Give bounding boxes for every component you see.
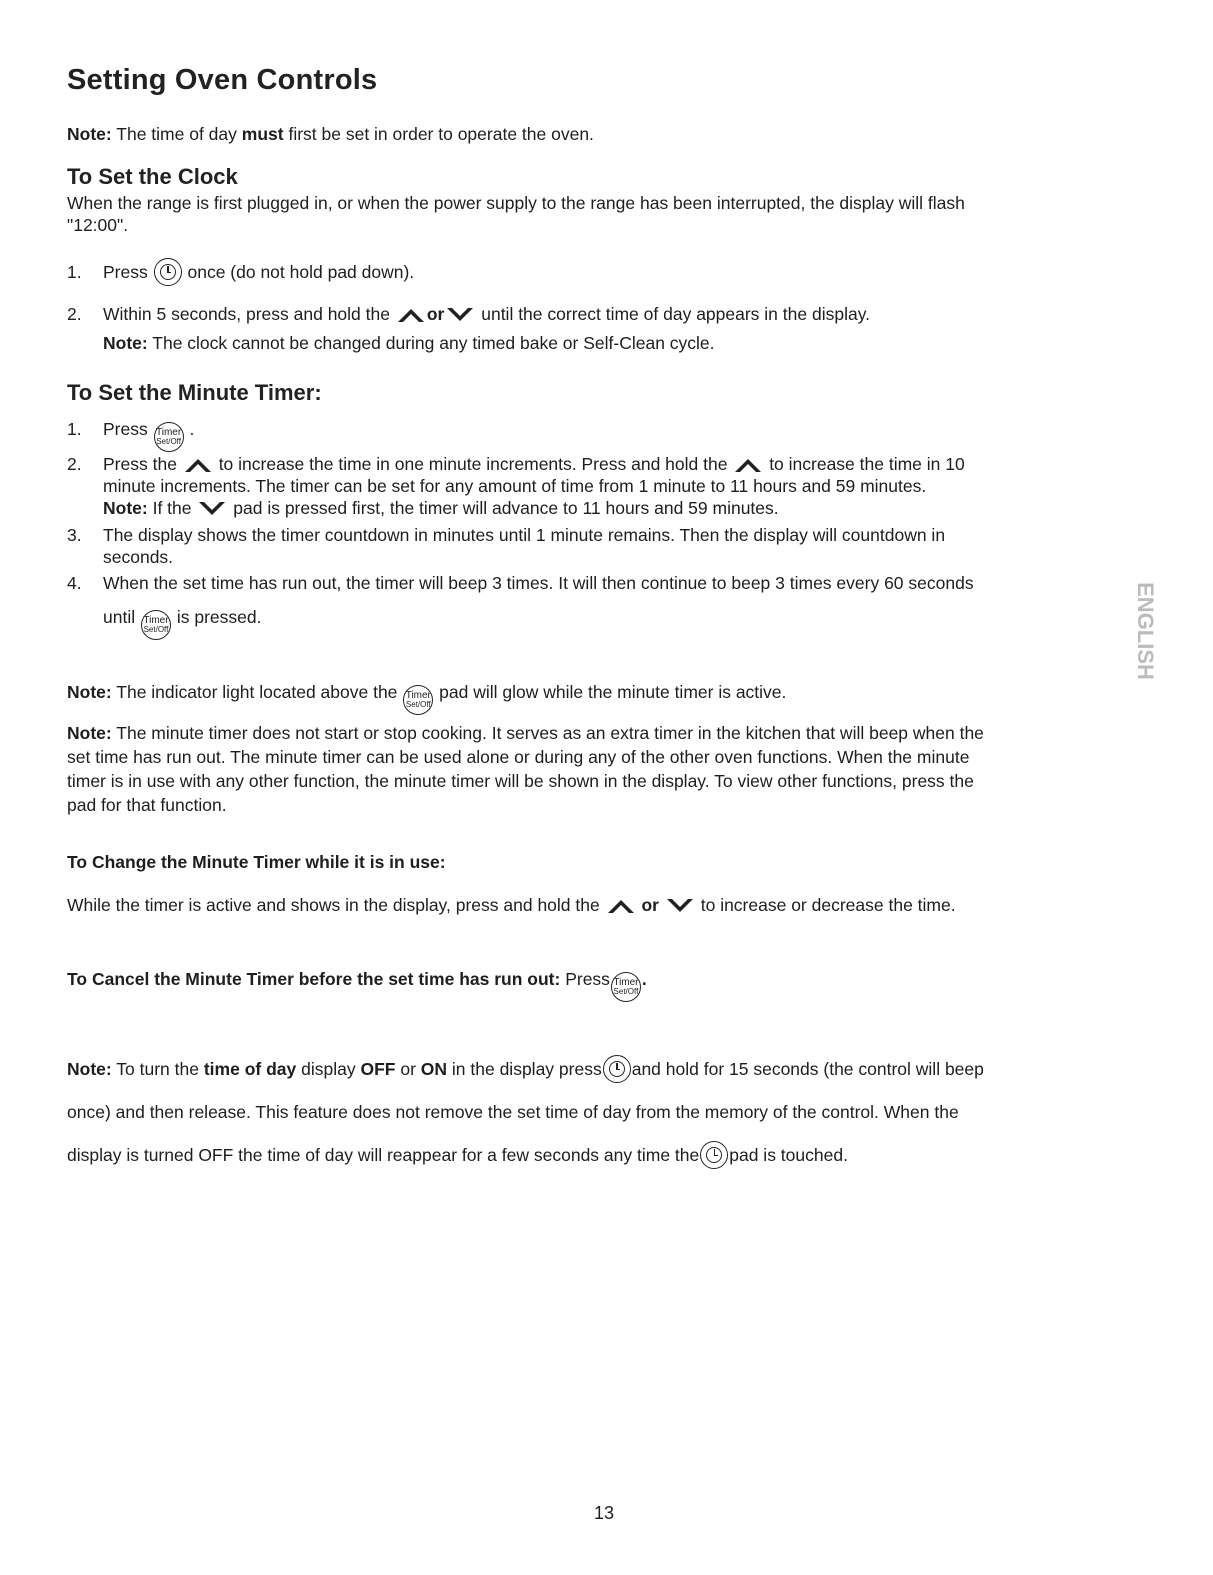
timer-step-2-note — [67, 497, 965, 519]
down-arrow-icon — [198, 501, 226, 517]
timer-pad-icon: Timer Set/Off — [141, 610, 171, 640]
step-text: once (do not hold pad down). — [187, 262, 415, 282]
body-text: to increase or decrease the time. — [700, 895, 956, 915]
timer-pad-icon: Timer Set/Off — [403, 685, 433, 715]
step-text: until the correct time of day appears in the display. — [481, 304, 871, 324]
cancel-timer-line — [67, 968, 647, 1002]
note-label: Note: — [67, 124, 112, 144]
note-text: or — [400, 1059, 416, 1079]
clock-note — [67, 332, 715, 354]
note-text: pad is touched. — [729, 1145, 848, 1165]
note-text: first be set in order to operate the oven. — [288, 124, 594, 144]
step-number: 1. — [67, 419, 82, 439]
timer-step-3 — [67, 524, 945, 568]
up-arrow-icon — [397, 307, 425, 323]
note-emphasis: time of day — [203, 1059, 297, 1079]
note-text: pad will glow while the minute timer is active. — [439, 682, 787, 702]
note-label: Note: — [67, 682, 112, 702]
clock-pad-icon — [700, 1141, 728, 1169]
note-time-of-day — [67, 123, 594, 145]
clock-step-2 — [67, 303, 870, 325]
body-text: While the timer is active and shows in the display, press and hold the — [67, 895, 600, 915]
step-number: 1. — [67, 262, 82, 282]
note-text: pad for that function. — [67, 795, 227, 815]
note-emphasis: OFF — [360, 1059, 396, 1079]
down-arrow-icon — [666, 898, 694, 914]
set-minute-timer-heading: To Set the Minute Timer: — [67, 380, 322, 405]
note-text: The minute timer does not start or stop cooking. It serves as an extra timer in the kitchen that will beep when the — [116, 723, 984, 743]
or-text: or — [426, 304, 445, 324]
step-number: 2. — [67, 304, 82, 324]
step-number: 4. — [67, 573, 82, 593]
step-text: is pressed. — [176, 607, 262, 627]
clock-pad-icon — [154, 258, 182, 286]
step-text: until — [103, 607, 136, 627]
page-title: Setting Oven Controls — [67, 64, 378, 96]
change-timer-heading: To Change the Minute Timer while it is in use: — [67, 852, 446, 872]
step-text: . — [189, 419, 195, 439]
note-label: Note: — [103, 498, 148, 518]
note-label: Note: — [103, 333, 148, 353]
clock-intro — [67, 192, 965, 236]
cancel-timer-heading: To Cancel the Minute Timer before the set time has run out: — [67, 969, 561, 989]
note-display-toggle — [67, 1048, 984, 1177]
step-text: The display shows the timer countdown in minutes until 1 minute remains. Then the display will countdown in — [103, 525, 946, 545]
note-text: pad is pressed first, the timer will advance to 11 hours and 59 minutes. — [233, 498, 779, 518]
timer-pad-icon: Timer Set/Off — [154, 422, 184, 452]
note-text: in the display press — [451, 1059, 602, 1079]
down-arrow-icon — [446, 307, 474, 323]
note-text: once) and then release. This feature does not remove the set time of day from the memory of the control. When the — [67, 1102, 959, 1122]
step-text: seconds. — [103, 547, 174, 567]
body-text: Press — [565, 969, 610, 989]
timer-step-4 — [67, 572, 974, 594]
note-text: The time of day — [116, 124, 237, 144]
note-text: The clock cannot be changed during any timed bake or Self-Clean cycle. — [152, 333, 715, 353]
or-text: or — [641, 895, 659, 915]
clock-step-1 — [67, 258, 414, 286]
note-text: The indicator light located above the — [116, 682, 398, 702]
step-text: When the set time has run out, the timer will beep 3 times. It will then continue to beep 3 times every 60 seconds — [103, 573, 974, 593]
step-number: 2. — [67, 454, 82, 474]
timer-pad-icon: Timer Set/Off — [611, 972, 641, 1002]
step-text: minute increments. The timer can be set for any amount of time from 1 minute to 11 hours and 59 minutes. — [103, 476, 927, 496]
note-minute-timer — [67, 721, 984, 817]
set-clock-heading: To Set the Clock — [67, 164, 238, 189]
up-arrow-icon — [607, 898, 635, 914]
note-text: and hold for 15 seconds (the control will beep — [631, 1059, 984, 1079]
step-number: 3. — [67, 525, 82, 545]
note-indicator — [67, 681, 786, 715]
note-emphasis: must — [241, 124, 284, 144]
note-label: Note: — [67, 723, 112, 743]
note-label: Note: — [67, 1059, 112, 1079]
note-emphasis: ON — [420, 1059, 448, 1079]
note-text: set time has run out. The minute timer can be used alone or during any of the other oven functions. When the minute — [67, 747, 970, 767]
clock-intro-line: "12:00". — [67, 215, 129, 235]
language-sidebar-label — [1126, 566, 1162, 696]
step-text: to increase the time in one minute increments. Press and hold the — [218, 454, 728, 474]
clock-pad-icon — [603, 1055, 631, 1083]
up-arrow-icon — [734, 457, 762, 473]
step-text: to increase the time in 10 — [769, 454, 965, 474]
timer-step-1 — [67, 418, 194, 452]
up-arrow-icon — [184, 457, 212, 473]
timer-step-4-cont — [67, 606, 261, 640]
note-text: To turn the — [116, 1059, 199, 1079]
timer-step-2 — [67, 453, 965, 519]
period: . — [641, 969, 647, 989]
clock-intro-line: When the range is first plugged in, or when the power supply to the range has been interrupted, the display will flash — [67, 193, 965, 213]
change-timer-text — [67, 894, 956, 916]
note-text: timer is in use with any other function, the minute timer will be shown in the display. To view other functions, press the — [67, 771, 974, 791]
page-number: 13 — [594, 1503, 615, 1523]
sidebar-text: ENGLISH — [1133, 582, 1159, 680]
step-text: Press — [103, 262, 148, 282]
step-text: Press — [103, 419, 148, 439]
step-text: Press the — [103, 454, 177, 474]
note-text: display is turned OFF the time of day will reappear for a few seconds any time the — [67, 1145, 700, 1165]
note-text: display — [301, 1059, 356, 1079]
note-text: If the — [152, 498, 192, 518]
step-text: Within 5 seconds, press and hold the — [103, 304, 390, 324]
